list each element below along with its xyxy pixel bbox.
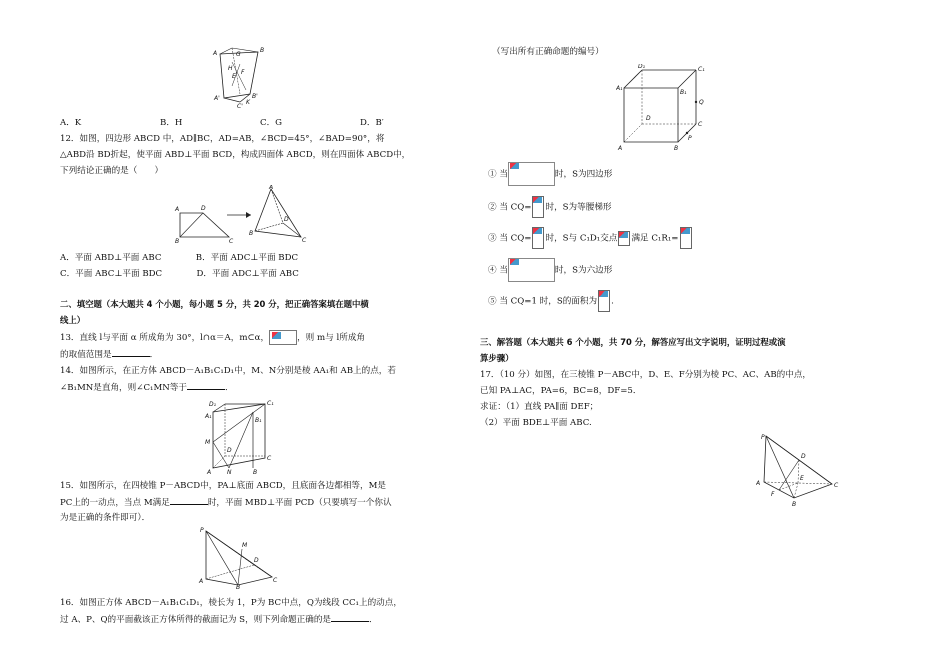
q11-option-d[interactable]: D．B′	[360, 118, 384, 128]
q17-line-4: （2）平面 BDE⊥平面 ABC.	[480, 418, 592, 428]
fig15-label: C	[273, 577, 278, 584]
q15-line-1: 15．如图所示，在四棱锥 P－ABCD中，PA⊥底面 ABCD，且底面各边都相等，M是	[60, 481, 386, 491]
fig16-label: Q	[699, 99, 704, 106]
item2-text-b: 时，S为等腰梯形	[545, 202, 612, 213]
item1-formula-image	[508, 162, 555, 186]
item5-text-b: .	[611, 296, 614, 307]
fig11-label: H	[228, 65, 233, 72]
q15-line-3: 为是正确的条件即可）．	[60, 513, 151, 523]
fig11-label: F	[241, 69, 245, 76]
q13-formula-image	[269, 330, 297, 345]
q11-option-a[interactable]: A．K	[60, 118, 82, 128]
fig14-label: D	[227, 447, 232, 454]
item3-formula-image-2	[618, 231, 630, 246]
fig16-label: B	[674, 145, 679, 152]
fig14-label: C	[267, 455, 272, 462]
q14-line-1: 14．如图所示，在正方体 ABCD－A₁B₁C₁D₁中，M、N分别是棱 AA₁和 AB上的点，若	[60, 366, 396, 376]
q14-answer-blank[interactable]	[187, 381, 225, 390]
q15-text-c: 时，平面 MBD⊥平面 PCD（只要填写一个你认	[207, 498, 392, 508]
fig17-label: E	[800, 475, 804, 482]
q13-text-a: 13．直线 l与平面 α 所成角为 30°，l∩α＝A，m⊂α，	[60, 333, 270, 343]
fig16-label: P	[688, 135, 692, 142]
q12-line-3: 下列结论正确的是（ ）	[60, 166, 164, 176]
q12-line-2: △ABD沿 BD折起，使平面 ABD⊥平面 BCD，构成四面体 ABCD，则在四面体 ABCD中，	[60, 150, 411, 160]
item4-formula-image	[508, 258, 555, 282]
fig16-label: D	[646, 115, 651, 122]
q12-options-1[interactable]: A．平面 ABD⊥平面 ABC B．平面 ADC⊥平面 BDC	[60, 253, 299, 263]
figure-16-cube	[616, 64, 706, 152]
fig11-label: B'	[252, 93, 258, 100]
q17-line-2: 已知 PA⊥AC，PA=6，BC=8，DF=5．	[480, 386, 642, 396]
fig11-label: A	[213, 50, 218, 57]
item3-text-c: 满足 C₁R₁=	[631, 233, 679, 244]
item4-text-a: ④ 当	[488, 265, 508, 276]
fig15-label: A	[199, 578, 204, 585]
fig17-label: C	[834, 482, 839, 489]
q14-line-2: ∠B₁MN是直角，则∠C₁MN等于 ．	[60, 383, 234, 393]
fig12-label: C	[229, 238, 234, 243]
q15-line-2	[60, 496, 392, 509]
fig16-label: D₁	[638, 64, 646, 70]
fig15-label: B	[236, 584, 241, 589]
fig12-label: A	[269, 185, 274, 191]
fig16-label: B₁	[680, 89, 687, 96]
fig17-label: P	[761, 434, 765, 441]
q16-text-end: ．	[369, 615, 378, 625]
q16-line-2	[60, 613, 378, 626]
q15-answer-blank[interactable]	[170, 496, 208, 505]
fig12-label: C	[302, 237, 307, 243]
q13-text-c: 的取值范围是	[60, 350, 112, 360]
section-2-heading-cont: 线上）	[60, 315, 86, 325]
item3-text-b: 时，S与 C₁D₁交点	[545, 233, 618, 244]
figure-14-cube	[203, 398, 283, 474]
section-3-heading: 三、解答题（本大题共 6 个小题，共 70 分，解答应写出文字说明，证明过程或演	[480, 337, 786, 347]
q16-answer-blank[interactable]	[331, 613, 369, 622]
q13-line-1	[60, 330, 365, 345]
fig12-label: B	[175, 238, 180, 243]
fig17-label: D	[801, 453, 806, 460]
q16-item-1	[488, 162, 612, 187]
fig12-label: D	[201, 205, 206, 212]
q11-option-c[interactable]: C．G	[260, 118, 283, 128]
q11-option-b[interactable]: B．H	[160, 118, 183, 128]
fig16-label: C₁	[698, 66, 705, 73]
q14-text-b: ∠B₁MN是直角，则∠C₁MN等于	[60, 383, 187, 393]
item5-text-a: ⑤ 当 CQ=1 时，S的面积为	[488, 296, 598, 307]
q12-options-2[interactable]: C．平面 ABC⊥平面 BDC D．平面 ADC⊥平面 ABC	[60, 269, 299, 279]
fig14-label: C₁	[267, 400, 274, 407]
fig12-label: D	[284, 216, 289, 223]
fig17-label: F	[771, 491, 775, 498]
fig14-label: B	[253, 469, 258, 474]
q13-text-b: ，则 m与 l所成角	[297, 333, 366, 343]
q16-line-1: 16．如图正方体 ABCD－A₁B₁C₁D₁，棱长为 1，P为 BC中点，Q为线段 CC₁上的动点，	[60, 598, 402, 608]
item1-text-b: 时，S为四边形	[554, 169, 613, 180]
fig16-label: A	[618, 145, 623, 152]
fig17-label: B	[792, 501, 797, 508]
q17-line-3: 求证：（1）直线 PA∥面 DEF；	[480, 402, 599, 412]
item2-text-a: ② 当 CQ=	[488, 202, 532, 213]
figure-15-pyramid	[198, 527, 278, 589]
fig11-label: K	[246, 99, 250, 106]
item2-formula-image	[532, 196, 544, 218]
q13-line-2: 的取值范围是 ．	[60, 350, 159, 360]
fig14-label: D₁	[209, 401, 217, 408]
item3-formula-image-3	[680, 227, 692, 249]
q16-text-b: 过 A、P、Q的平面截该正方体所得的截面记为 S，则下列命题正确的是	[60, 615, 332, 625]
fig12-label: A	[175, 206, 180, 213]
figure-17-pyramid	[756, 430, 840, 510]
fig11-label: E	[232, 73, 236, 80]
fig14-label: B₁	[255, 417, 262, 424]
q16-item-5	[488, 290, 614, 313]
figure-11-prism	[210, 42, 270, 108]
fig12-label: B	[249, 230, 254, 237]
fig14-label: A	[207, 469, 212, 474]
item4-text-b: 时，S为六边形	[554, 265, 613, 276]
item1-text-a: ① 当	[488, 169, 508, 180]
fig15-label: D	[254, 557, 259, 564]
fig15-label: M	[242, 542, 248, 549]
figure-12-fold	[173, 185, 323, 243]
fig11-label: C'	[237, 103, 243, 108]
q16-item-4	[488, 258, 612, 283]
q13-answer-blank[interactable]	[112, 348, 150, 357]
fig16-label: C	[698, 121, 703, 128]
fig14-label: N	[227, 469, 232, 474]
item3-text-a: ③ 当 CQ=	[488, 233, 532, 244]
q12-line-1: 12．如图，四边形 ABCD 中，AD∥BC，AD=AB，∠BCD=45°，∠BAD=90°，将	[60, 134, 385, 144]
fig16-label: A₁	[616, 85, 623, 92]
q15-text-b: PC上的一动点，当点 M满足	[60, 498, 170, 508]
q16-item-2	[488, 196, 612, 219]
fig14-label: M	[205, 439, 211, 446]
fig11-label: B	[260, 47, 265, 54]
q17-line-1: 17．（10 分）如图，在三棱锥 P－ABC中，D、E、F分别为棱 PC、AC、AB的中点，	[480, 370, 812, 380]
fig15-label: P	[200, 527, 204, 534]
q16-note: （写出所有正确命题的编号）	[492, 47, 604, 57]
q16-item-3	[488, 227, 693, 250]
item3-formula-image-1	[532, 227, 544, 249]
fig11-label: G	[236, 51, 241, 58]
section-2-heading: 二、填空题（本大题共 4 个小题，每小题 5 分，共 20 分，把正确答案填在题中横	[60, 299, 369, 309]
fig14-label: A₁	[205, 413, 212, 420]
fig11-label: A'	[214, 95, 220, 102]
item5-formula-image	[598, 290, 610, 312]
fig17-label: A	[756, 480, 761, 487]
section-3-heading-cont: 算步骤）	[480, 353, 514, 363]
